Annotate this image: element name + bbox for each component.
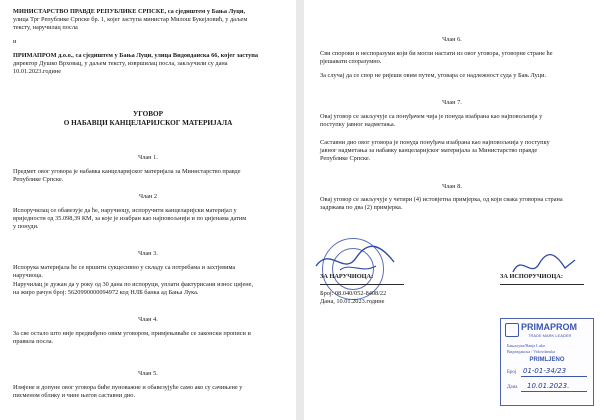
stamp-city: Бањалука/Banja Luka — [507, 343, 545, 348]
sig-label-supplier: ЗА ИСПОРУЧИОЦА: — [500, 273, 563, 280]
clan7-line3: Саставни дио овог уговора је понуда понуђача изабрана као најповољнија у поступку — [320, 139, 550, 146]
clan5-line1: Измјене и допуне овог уговора биће пуноважне и обавезујуће само ако су сачињене у — [13, 384, 243, 391]
stamp-broj-line — [521, 376, 587, 377]
clan2-heading: Члан 2 — [138, 193, 158, 200]
party2-line2: директор Душко Врховац, у даљем тексту, извршилац посла, закључили су дана — [13, 60, 228, 67]
clan3-line4: на жиро рачун број: 5620990000094972 код НЛБ банка ад Бања Лука. — [13, 289, 199, 296]
party1-line1: МИНИСТАРСТВО ПРАВДЕ РЕПУБЛИКЕ СРПСКЕ, са сједиштем у Бања Луци, — [13, 8, 246, 15]
party2-line3: 10.01.2023.године — [13, 68, 62, 75]
clan1-heading: Члан 1. — [138, 154, 158, 161]
clan1-line2: Републике Српске. — [13, 176, 64, 183]
party2-line1: ПРИМАПРОМ д.о.о., са сједиштем у Бања Луци, улица Видовданска 66, којег заступа — [13, 52, 259, 59]
contract-title: УГОВОР — [132, 110, 164, 118]
contract-subtitle: О НАБАВЦИ КАНЦЕЛАРИЈСКОГ МАТЕРИЈАЛА — [63, 119, 233, 127]
clan8-line2: задржава по два (2) примјерка. — [320, 204, 403, 211]
stamp-company: PRIMAPROM — [521, 322, 577, 332]
primaprom-logo-icon — [505, 323, 519, 337]
clan6-heading: Члан 6. — [442, 36, 462, 43]
document-number: Број: 08.040/052-8408/22 — [320, 290, 387, 297]
party1-line2: улица Трг Републике Српске бр. 1, којег заступа министар Милош Букејловић, у даљем — [13, 16, 248, 23]
clan2-line2: вриједности од 35.098,39 КМ, за које је изабран као најповољнији и по цијенама датим — [13, 215, 247, 222]
clan5-heading: Члан 5. — [138, 370, 158, 377]
received-stamp — [500, 318, 594, 406]
clan8-heading: Члан 8. — [442, 183, 462, 190]
clan6-line3: За случај да се спор не ријеши овим путем, уговара се надлежност суда у Бањ Луци. — [320, 72, 547, 79]
clan2-line1: Испоручилац се обавезује да ће, наручиоцу, испоручити канцеларијски материјал у — [13, 207, 237, 214]
sig-label-client: ЗА НАРУЧИОЦА: — [320, 273, 374, 280]
party1-line3: тексту, наручилац посла — [13, 24, 78, 31]
clan5-line2: писменом облику и чине његов саставни дио. — [13, 392, 136, 399]
clan7-line2: поступку јавног надметања. — [320, 121, 396, 128]
stamp-broj-label: Број — [507, 370, 517, 375]
stamp-broj-value: 01-01-34/23 — [523, 367, 567, 375]
clan3-heading: Члан 3. — [138, 250, 158, 257]
clan8-line1: Овај уговор се закључује у четири (4) истовјетна примјерка, од који свака уговорна страна — [320, 196, 563, 203]
sig-line-supplier — [500, 284, 584, 285]
right-page — [304, 0, 600, 420]
clan7-line5: Републике Српске. — [320, 155, 371, 162]
stamp-received: PRIMLJENO — [529, 357, 565, 363]
clan7-line4: јавног надметања за набавку канцеларијског материјала за Министарство правде — [320, 147, 538, 154]
clan7-line1: Овај уговор се закључује са понуђачем чија је понуда изабрана као најповољнија у — [320, 113, 543, 120]
clan3-line1: Испорука материјала ће се вршити сукцесивно у складу са потребама и захтјевима — [13, 264, 236, 271]
clan7-heading: Члан 7. — [442, 99, 462, 106]
stamp-street: Видовданска / Vidovdanska — [507, 349, 556, 354]
clan4-line2: правила посла. — [13, 338, 54, 345]
clan4-heading: Члан 4. — [138, 316, 158, 323]
clan6-line1: Сви спорови и неспоразуми који би могли настати из овог уговора, уговорне стране ће — [320, 50, 553, 57]
clan6-line2: рјешавати споразумно. — [320, 58, 382, 65]
conjunction: и — [13, 38, 17, 45]
clan3-line3: Наручилац је дужан да у року од 30 дана по испоруци, уплати фактурисани износ цијене, — [13, 281, 254, 288]
stamp-tagline: TRADE MARK LEADER — [528, 333, 572, 338]
left-page — [0, 0, 296, 420]
clan1-line1: Предмет овог уговора је набавка канцеларијског материјала за Министарство правде — [13, 168, 241, 175]
stamp-dana-label: Дана — [507, 385, 518, 390]
stamp-dana-line — [521, 391, 587, 392]
sig-line-client — [320, 284, 404, 285]
clan2-line3: у понуди. — [13, 223, 39, 230]
clan4-line1: За све остало што није предвиђено овим уговором, примјењиваће се законски прописи и — [13, 330, 251, 337]
clan3-line2: наручиоца. — [13, 272, 43, 279]
document-date: Дана, 10.01.2023.године — [320, 298, 385, 305]
stamp-dana-value: 10.01.2023. — [527, 382, 570, 390]
